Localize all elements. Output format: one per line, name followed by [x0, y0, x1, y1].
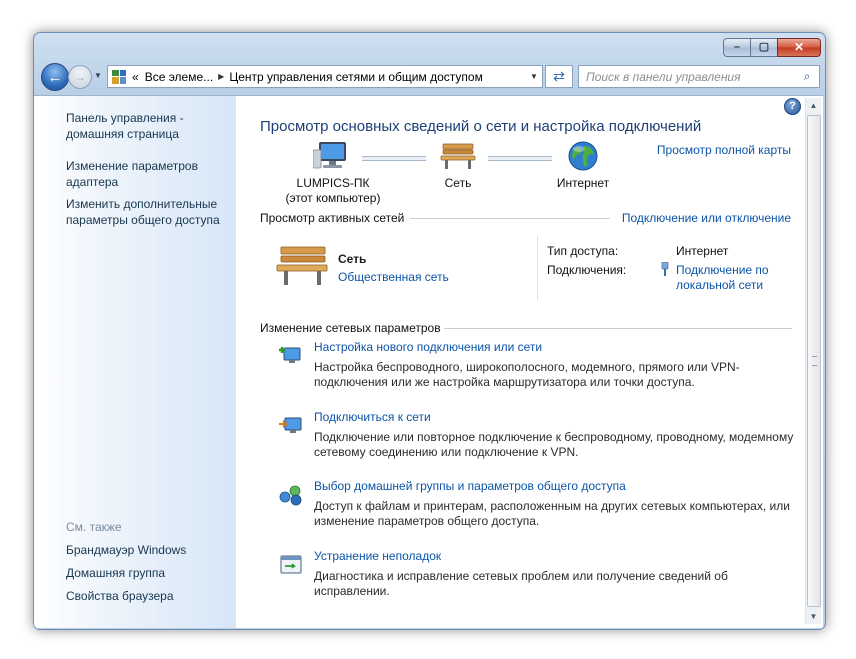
sidebar-link-browser-properties[interactable]: Свойства браузера: [66, 589, 174, 603]
see-also-label: См. также: [66, 520, 122, 534]
vertical-divider: [537, 236, 538, 300]
task-new-connection-desc: Настройка беспроводного, широкополосного, модемного, прямого или VPN-подключения или же настройка маршрутизатора или точки доступа.: [314, 360, 740, 389]
map-computer-label: [278, 176, 388, 206]
homegroup-icon: [278, 484, 304, 506]
task-troubleshoot-link[interactable]: Устранение неполадок: [314, 549, 442, 563]
section-divider: [444, 328, 792, 329]
globe-icon: [567, 140, 599, 172]
map-connection-line: [362, 156, 426, 161]
search-input[interactable]: Поиск в панели управления: [586, 69, 741, 84]
section-divider: [410, 218, 610, 219]
sidebar: [34, 96, 236, 628]
sidebar-link-advanced-sharing[interactable]: Изменить дополнительные параметры общего доступа: [66, 197, 220, 227]
address-bar[interactable]: [107, 65, 543, 88]
scroll-up-icon[interactable]: ▲: [809, 101, 818, 110]
maximize-button[interactable]: ▢: [750, 38, 778, 57]
refresh-icon: ⇄: [553, 68, 565, 84]
scroll-grip-icon: [812, 356, 817, 366]
bench-icon: [440, 142, 476, 170]
task-connect-network-desc: Подключение или повторное подключение к беспроводному, проводному, модемному сетевому соединению или подключение к VPN.: [314, 430, 794, 459]
search-icon[interactable]: ⌕: [803, 69, 811, 83]
computer-icon: [313, 140, 349, 172]
minimize-button[interactable]: –: [723, 38, 751, 57]
search-box[interactable]: [578, 65, 820, 88]
map-internet-label: Интернет: [556, 176, 610, 190]
breadcrumb-separator-icon[interactable]: ▶: [218, 72, 225, 81]
forward-arrow-icon: →: [74, 70, 86, 84]
new-connection-icon: [278, 344, 304, 366]
back-arrow-icon: ←: [47, 68, 63, 86]
network-type-link[interactable]: Общественная сеть: [338, 270, 449, 284]
change-settings-heading: Изменение сетевых параметров: [260, 321, 441, 335]
vertical-scrollbar[interactable]: [805, 98, 821, 624]
computer-subtitle: (этот компьютер): [285, 191, 381, 205]
scroll-down-icon[interactable]: ▼: [809, 612, 818, 621]
map-connection-line: [488, 156, 552, 161]
access-type-value: Интернет: [676, 244, 729, 258]
public-network-bench-icon: [276, 245, 328, 287]
back-button[interactable]: [41, 63, 69, 91]
address-overflow[interactable]: «: [132, 69, 139, 84]
control-panel-icon: [112, 70, 126, 84]
active-networks-heading: Просмотр активных сетей: [260, 211, 405, 225]
local-connection-link[interactable]: Подключение по локальной сети: [676, 263, 769, 292]
caption-buttons: [724, 38, 821, 57]
ethernet-plug-icon: [660, 262, 670, 276]
troubleshoot-icon: [278, 554, 304, 576]
address-dropdown-icon[interactable]: ▼: [530, 72, 538, 81]
sidebar-link-homegroup[interactable]: Домашняя группа: [66, 566, 166, 580]
network-center-window: [33, 32, 826, 630]
task-troubleshoot-desc: Диагностика и исправление сетевых проблем или получение сведений об исправлении.: [314, 569, 728, 598]
recent-pages-dropdown[interactable]: ▼: [94, 71, 102, 80]
computer-name: LUMPICS-ПК: [296, 176, 370, 190]
connections-label: Подключения:: [547, 263, 627, 277]
forward-button[interactable]: [68, 65, 92, 89]
sidebar-link-adapter-settings[interactable]: Изменение параметров адаптера: [66, 159, 198, 189]
help-button[interactable]: ?: [784, 98, 801, 115]
refresh-button[interactable]: [545, 65, 573, 88]
address-segment-network-center[interactable]: Центр управления сетями и общим доступом: [229, 69, 483, 84]
full-map-link[interactable]: Просмотр полной карты: [656, 143, 791, 157]
task-homegroup-desc: Доступ к файлам и принтерам, расположенным на других сетевых компьютерах, или изменение параметров общего доступа.: [314, 499, 790, 528]
map-network-label: Сеть: [444, 176, 472, 190]
access-type-label: Тип доступа:: [547, 244, 619, 258]
address-segment-all-items[interactable]: Все элеме...: [144, 69, 214, 84]
main-panel: [236, 96, 804, 628]
connect-disconnect-link[interactable]: Подключение или отключение: [621, 211, 791, 225]
sidebar-link-control-panel-home[interactable]: Панель управления - домашняя страница: [66, 111, 184, 141]
sidebar-link-firewall[interactable]: Брандмауэр Windows: [66, 543, 187, 557]
task-connect-network-link[interactable]: Подключиться к сети: [314, 410, 431, 424]
page-title: Просмотр основных сведений о сети и настройка подключений: [260, 118, 702, 135]
client-area: [34, 95, 823, 628]
close-button[interactable]: ✕: [777, 38, 821, 57]
scroll-thumb[interactable]: [807, 115, 821, 607]
active-network-name: Сеть: [338, 252, 367, 266]
task-homegroup-link[interactable]: Выбор домашней группы и параметров общего доступа: [314, 479, 626, 493]
connect-to-network-icon: [278, 414, 304, 436]
task-new-connection-link[interactable]: Настройка нового подключения или сети: [314, 340, 543, 354]
